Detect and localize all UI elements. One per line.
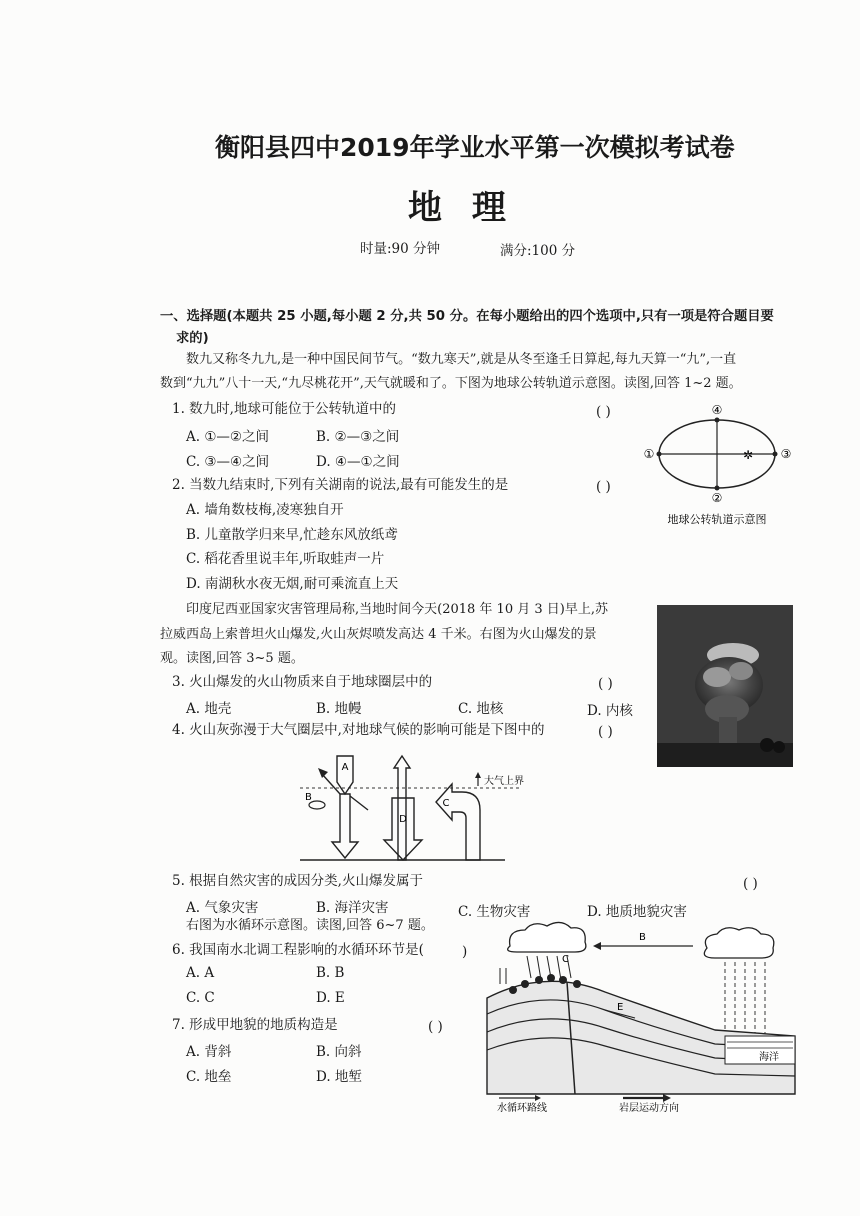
option-3c: C. 地核 [458,701,504,717]
orbit-caption: 地球公转轨道示意图 [667,513,767,526]
orbit-label-3: ③ [780,447,792,461]
ocean-label: 海洋 [759,1052,779,1063]
answer-paren-5: ( ) [743,876,758,892]
orbit-label-4: ④ [711,403,723,417]
question-4: 4. 火山灰弥漫于大气圈层中,对地球气候的影响可能是下图中的 [172,722,545,738]
section-heading: 一、选择题(本题共 25 小题,每小题 2 分,共 50 分。在每小题给出的四个选项中,只有一项是符合题目要 [160,309,774,324]
orbit-label-2: ② [711,491,723,505]
option-2b: B. 儿童散学归来早,忙趁东风放纸鸢 [186,527,398,543]
option-6b: B. B [316,965,345,981]
answer-paren-6: ) [462,944,468,960]
orbit-diagram [640,402,800,527]
volcano-photo [657,605,793,767]
label-a: A [341,762,349,773]
intro-paragraph-2: 印度尼西亚国家灾害管理局称,当地时间今天(2018 年 10 月 3 日)早上,苏 [186,602,608,617]
option-6a: A. A [186,965,215,981]
exam-score: 满分:100 分 [500,243,576,259]
water-cycle-diagram [485,918,797,1114]
option-6c: C. C [186,990,215,1006]
option-1a: A. ①—②之间 [186,429,270,445]
option-7c: C. 地垒 [186,1069,232,1085]
radiation-diagram [290,750,550,868]
legend-water-route: 水循环路线 [497,1103,547,1114]
subject-title: 地 理 [408,188,506,228]
option-3d: D. 内核 [587,703,633,719]
sun-icon: ✲ [742,448,754,462]
section-heading-cont: 求的) [176,331,209,346]
legend-rock-movement: 岩层运动方向 [619,1103,679,1114]
option-5d: D. 地质地貌灾害 [587,904,687,920]
option-7a: A. 背斜 [186,1044,232,1060]
option-2a: A. 墙角数枝梅,凌寒独自开 [186,502,344,518]
question-5: 5. 根据自然灾害的成因分类,火山爆发属于 [172,873,423,889]
option-7b: B. 向斜 [316,1044,362,1060]
intro-paragraph-2-end: 观。读图,回答 3~5 题。 [160,651,304,666]
orbit-label-1: ① [643,447,655,461]
question-6: 6. 我国南水北调工程影响的水循环环节是( [172,942,424,958]
intro-paragraph-3: 右图为水循环示意图。读图,回答 6~7 题。 [186,918,434,933]
option-2d: D. 南湖秋水夜无烟,耐可乘流直上天 [186,576,399,592]
label-d: D [399,814,407,825]
intro-paragraph-1: 数九又称冬九九,是一种中国民间节气。“数九寒天”,就是从冬至逢壬日算起,每九天算一“九”,一直 [186,352,737,367]
label-c: C [442,798,450,809]
label-b: B [639,932,646,943]
question-1: 1. 数九时,地球可能位于公转轨道中的 [172,401,396,417]
option-3b: B. 地幔 [316,701,362,717]
exam-time: 时量:90 分钟 [360,241,441,257]
answer-paren-7: ( ) [428,1019,443,1035]
question-2: 2. 当数九结束时,下列有关湖南的说法,最有可能发生的是 [172,477,509,493]
option-5b: B. 海洋灾害 [316,900,389,916]
label-b: B [305,792,312,803]
option-5a: A. 气象灾害 [186,900,259,916]
option-3a: A. 地壳 [186,701,232,717]
answer-paren-2: ( ) [596,479,611,495]
answer-paren-1: ( ) [596,404,611,420]
option-6d: D. E [316,990,345,1006]
intro-paragraph-2-cont: 拉威西岛上索普坦火山爆发,火山灰烬喷发高达 4 千米。右图为火山爆发的景 [160,627,597,642]
option-7d: D. 地堑 [316,1069,362,1085]
option-2c: C. 稻花香里说丰年,听取蛙声一片 [186,551,385,567]
option-1b: B. ②—③之间 [316,429,400,445]
question-3: 3. 火山爆发的火山物质来自于地球圈层中的 [172,674,433,690]
option-1d: D. ④—①之间 [316,454,400,470]
option-1c: C. ③—④之间 [186,454,270,470]
option-5c: C. 生物灾害 [458,904,531,920]
answer-paren-3: ( ) [598,676,613,692]
label-c: C [562,954,569,965]
exam-title: 衡阳县四中2019年学业水平第一次模拟考试卷 [215,133,735,162]
intro-paragraph-1-cont: 数到“九九”八十一天,“九尽桃花开”,天气就暖和了。下图为地球公转轨道示意图。读图,回答 1~2 题。 [160,376,742,391]
question-7: 7. 形成甲地貌的地质构造是 [172,1017,338,1033]
label-e: E [617,1002,624,1013]
atmosphere-top-label: 大气上界 [484,776,524,787]
answer-paren-4: ( ) [598,724,613,740]
